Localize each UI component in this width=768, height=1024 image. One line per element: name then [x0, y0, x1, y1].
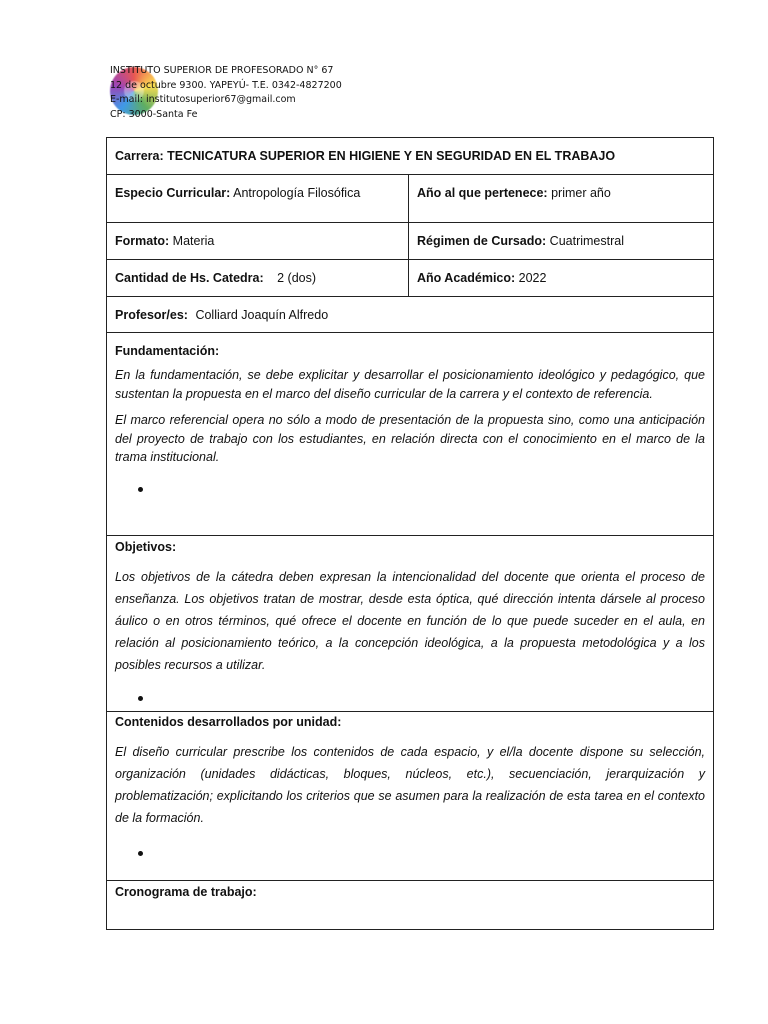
- cronograma-cell: [107, 881, 714, 930]
- formato-cell: [107, 223, 409, 260]
- row-objetivos: [107, 536, 714, 712]
- fundamentacion-cell: [107, 333, 714, 536]
- fundamentacion-paragraph-2: El marco referencial opera no sólo a modo de presentación de la propuesta sino, como una anticipación del proyecto de trabajo con los estudiantes, en relación directa con el conocimiento en el marco de la trama institucional.: [115, 413, 706, 464]
- row-cronograma: [107, 881, 714, 930]
- formato-value: Materia: [172, 234, 215, 248]
- especio-label: Especio Curricular:: [115, 186, 231, 200]
- course-form-table: [106, 137, 714, 930]
- profesor-label: Profesor/es:: [115, 307, 188, 322]
- regimen-label: Régimen de Cursado:: [417, 234, 547, 248]
- contenidos-cell: [107, 712, 714, 881]
- anio-cell: [409, 175, 714, 223]
- especio-cell: [107, 175, 409, 223]
- institution-address: 12 de octubre 9300. YAPEYÚ- T.E. 0342-4827200: [110, 79, 342, 91]
- anio-value: primer año: [551, 186, 611, 200]
- fundamentacion-title: Fundamentación:: [115, 344, 220, 358]
- institution-header: [110, 64, 410, 122]
- academico-cell: [409, 260, 714, 297]
- formato-label: Formato:: [115, 234, 170, 248]
- objetivos-cell: [107, 536, 714, 712]
- academico-label: Año Académico:: [417, 271, 516, 285]
- especio-value: Antropología Filosófica: [233, 186, 361, 200]
- horas-cell: [107, 260, 409, 297]
- row-fundamentacion: [107, 333, 714, 536]
- carrera-cell: [107, 138, 714, 175]
- carrera-label: Carrera:: [115, 149, 164, 163]
- cronograma-title: Cronograma de trabajo:: [115, 885, 257, 899]
- row-horas: [107, 260, 714, 297]
- contenidos-bullet: [138, 851, 143, 856]
- horas-value: 2 (dos): [277, 271, 317, 285]
- row-carrera: [107, 138, 714, 175]
- row-formato: [107, 223, 714, 260]
- regimen-cell: [409, 223, 714, 260]
- row-contenidos: [107, 712, 714, 881]
- objetivos-paragraph: Los objetivos de la cátedra deben expresan la intencionalidad del docente que orienta el proceso de enseñanza. Los objetivos tratan de mostrar, desde esta óptica, qué dirección intenta dársele al proceso áulico o en otros términos, qué ofrece el docente en función de lo que puede suceder en el aula, en relación al posicionamiento teórico, a la concepción ideológica, a la propuesta metodológica y a los posibles recursos a utilizar.: [115, 570, 706, 672]
- institution-name: INSTITUTO SUPERIOR DE PROFESORADO N° 67: [110, 65, 334, 76]
- profesor-value: Colliard Joaquín Alfredo: [195, 307, 329, 322]
- contenidos-title: Contenidos desarrollados por unidad:: [115, 715, 342, 729]
- row-especio: [107, 175, 714, 223]
- horas-label: Cantidad de Hs. Catedra:: [115, 271, 264, 285]
- institution-postal: CP: 3000-Santa Fe: [110, 108, 198, 120]
- academico-value: 2022: [518, 271, 547, 285]
- contenidos-paragraph: El diseño curricular prescribe los contenidos de cada espacio, y el/la docente dispone su selección, organización (unidades didácticas, bloques, núcleos, etc.), secuenciación, jerarquización y problematización; explicitando los criterios que se asumen para la realización de esta tarea en el contexto de la formación.: [115, 745, 706, 825]
- objetivos-title: Objetivos:: [115, 540, 177, 554]
- fundamentacion-bullet: [138, 487, 143, 492]
- fundamentacion-paragraph-1: En la fundamentación, se debe explicitar y desarrollar el posicionamiento ideológico y pedagógico, que sustentan la propuesta en el marco del diseño curricular de la carrera y el contexto de referencia.: [115, 368, 706, 401]
- regimen-value: Cuatrimestral: [549, 234, 624, 248]
- carrera-value: TECNICATURA SUPERIOR EN HIGIENE Y EN SEGURIDAD EN EL TRABAJO: [167, 149, 616, 163]
- institution-email: E-mail: institutosuperior67@gmail.com: [110, 94, 296, 105]
- objetivos-bullet: [138, 696, 143, 701]
- profesor-cell: [107, 297, 714, 333]
- anio-label: Año al que pertenece:: [417, 186, 548, 200]
- row-profesor: [107, 297, 714, 333]
